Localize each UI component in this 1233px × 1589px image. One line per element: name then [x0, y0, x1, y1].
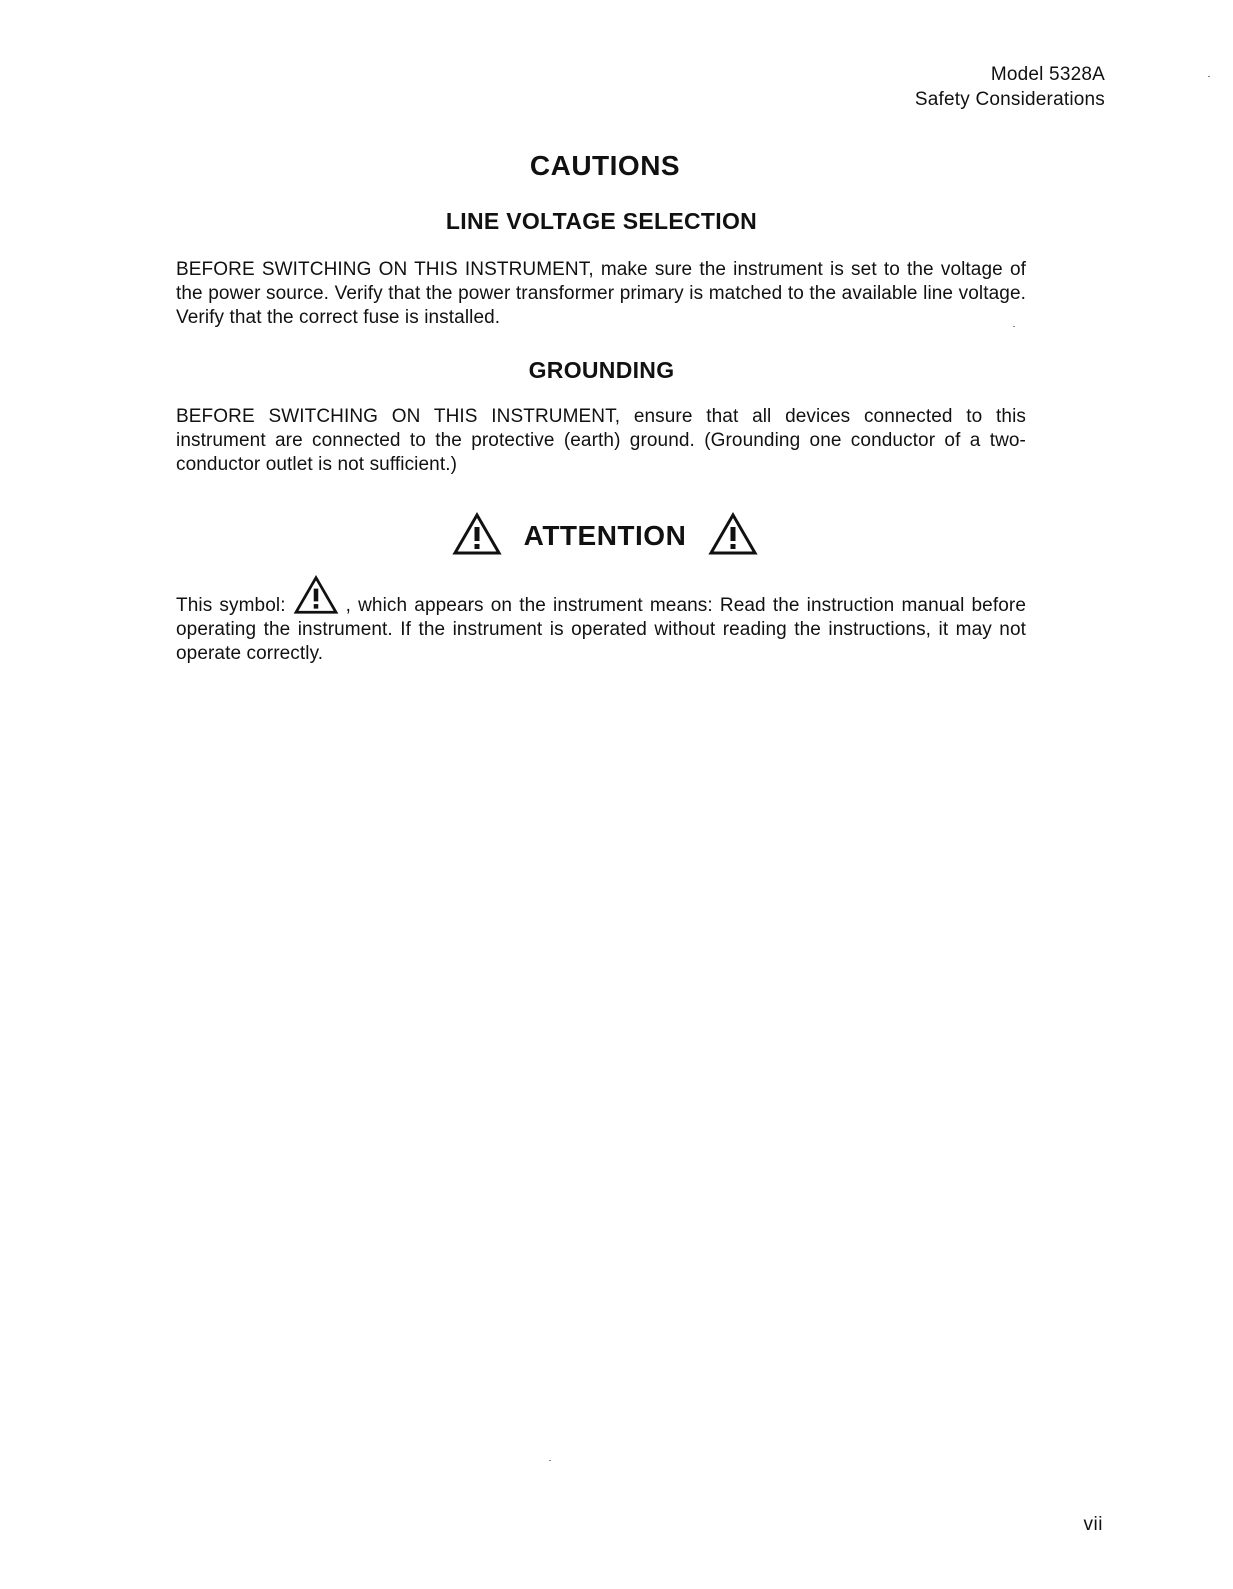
line-voltage-body: BEFORE SWITCHING ON THIS INSTRUMENT, make sure the instrument is set to the voltage of the power source. Verify that the power transformer primary is matched to the available line voltage. Verify that the correct fuse is installed. — [176, 259, 1026, 328]
running-header — [915, 62, 1105, 112]
attention-body-suffix: , which appears on the instrument means: Read the instruction manual before operating the instrument. If the instrument is operated without reading the instructions, it may not operate correctly. — [176, 595, 1026, 664]
page-title: CAUTIONS — [529, 150, 681, 181]
section-label: Safety Considerations — [914, 89, 1105, 110]
attention-body — [176, 575, 1026, 666]
grounding-heading: GROUNDING — [528, 357, 675, 383]
attention-heading: ATTENTION — [523, 520, 687, 551]
warning-triangle-icon — [708, 512, 758, 556]
scan-speck — [1013, 326, 1015, 327]
attention-heading-row — [0, 512, 1210, 556]
attention-body-prefix: This symbol: — [176, 595, 286, 616]
grounding-body: BEFORE SWITCHING ON THIS INSTRUMENT, ensure that all devices connected to this instrument are connected to the protective (earth) ground. (Grounding one conductor of a two-conductor outlet is not sufficient.) — [176, 406, 1026, 475]
warning-triangle-icon — [452, 512, 502, 556]
line-voltage-heading: LINE VOLTAGE SELECTION — [445, 208, 758, 234]
model-label: Model 5328A — [990, 64, 1105, 85]
page-number: vii — [1083, 1514, 1103, 1535]
warning-triangle-icon — [292, 575, 340, 615]
scan-speck — [549, 1460, 551, 1461]
scan-speck — [1208, 76, 1210, 77]
